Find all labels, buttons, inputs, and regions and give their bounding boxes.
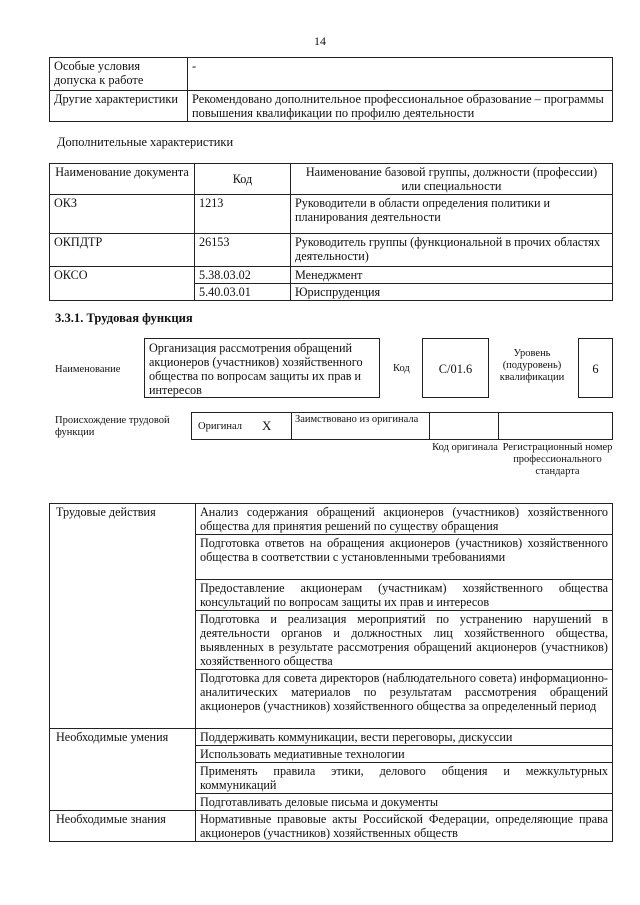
- header-name: Наименование базовой группы, должности (профессии) или специальности: [291, 164, 613, 195]
- cell-name: Юриспруденция: [291, 284, 613, 301]
- table-row: [50, 91, 613, 122]
- additional-table: [49, 163, 613, 301]
- table-row: [50, 729, 613, 746]
- knowledge-item: Нормативные правовые акты Российской Федерации, определяющие права акционеров (участников) хозяйственных обществ: [196, 811, 613, 842]
- cell-name: Руководитель группы (функциональной в прочих областях деятельности): [291, 234, 613, 267]
- action-item: Подготовка для совета директоров (наблюдательного совета) информационно-аналитических материалов по результатам рассмотрения обращений акционеров (участников) хозяйственного общества за определенный период: [196, 670, 613, 729]
- action-item: Предоставление акционерам (участникам) хозяйственного общества консультаций по вопросам защиты их прав и интересов: [196, 580, 613, 611]
- page-number: 14: [314, 34, 326, 48]
- table-row: [50, 234, 613, 267]
- table-header-row: [50, 164, 613, 195]
- cell-code: 5.38.03.02: [195, 267, 291, 284]
- function-heading: 3.3.1. Трудовая функция: [55, 311, 193, 325]
- code-label: Код: [393, 363, 410, 374]
- row-value: Рекомендовано дополнительное профессиональное образование – программы повышения квалификации по профилю деятельности: [188, 91, 613, 122]
- row-label: Другие характеристики: [50, 91, 188, 122]
- reg-number-box: [498, 412, 613, 440]
- original-box: [191, 412, 292, 440]
- skill-item: Поддерживать коммуникации, вести переговоры, дискуссии: [196, 729, 613, 746]
- cell-name: Менеджмент: [291, 267, 613, 284]
- origin-code-label: Код оригинала: [432, 442, 498, 453]
- table-row: [50, 195, 613, 234]
- cell-name: Руководители в области определения политики и планирования деятельности: [291, 195, 613, 234]
- skill-item: Использовать медиативные технологии: [196, 746, 613, 763]
- header-doc: Наименование документа: [50, 164, 195, 195]
- table-row: [50, 58, 613, 91]
- cell-code: 26153: [195, 234, 291, 267]
- origin-label: Происхождение трудовой функции: [55, 415, 170, 438]
- knowledge-label: Необходимые знания: [50, 811, 196, 842]
- cell-doc: ОКСО: [50, 267, 195, 301]
- header-code: Код: [195, 164, 291, 195]
- table-row: [50, 811, 613, 842]
- action-item: Подготовка и реализация мероприятий по устранению нарушений в деятельности органов и должностных лиц хозяйственного общества, выявленных в результате рассмотрения обращений акционеров (участников) хозяйственного общества: [196, 611, 613, 670]
- origin-code-box: [429, 412, 499, 440]
- cell-doc: ОКЗ: [50, 195, 195, 234]
- cell-code: 5.40.03.01: [195, 284, 291, 301]
- name-label: Наименование: [55, 364, 121, 375]
- level-value-box: 6: [578, 338, 613, 398]
- row-label: Особые условия допуска к работе: [50, 58, 188, 91]
- original-mark: X: [262, 418, 272, 433]
- row-value: -: [188, 58, 613, 91]
- table-row: [50, 504, 613, 535]
- level-label: Уровень (подуровень) квалификации: [499, 348, 565, 383]
- labor-details-table: [49, 503, 613, 842]
- action-item: Анализ содержания обращений акционеров (участников) хозяйственного общества для принятия решений по существу обращения: [196, 504, 613, 535]
- code-value-box: C/01.6: [422, 338, 489, 398]
- additional-title: Дополнительные характеристики: [57, 135, 234, 149]
- borrowed-box: Заимствовано из оригинала: [291, 412, 430, 440]
- cell-code: 1213: [195, 195, 291, 234]
- skills-label: Необходимые умения: [50, 729, 196, 811]
- function-name-box: Организация рассмотрения обращений акционеров (участников) хозяйственного общества по вопросам защиты их прав и интересов: [144, 338, 380, 398]
- reg-number-label: Регистрационный номер профессионального стандарта: [502, 442, 613, 477]
- action-item: Подготовка ответов на обращения акционеров (участников) хозяйственного общества в соответствии с установленными требованиями: [196, 535, 613, 580]
- skill-item: Подготавливать деловые письма и документы: [196, 794, 613, 811]
- original-label: Оригинал: [198, 421, 242, 432]
- special-conditions-table: [49, 57, 613, 122]
- table-row: [50, 267, 613, 284]
- skill-item: Применять правила этики, делового общения и межкультурных коммуникаций: [196, 763, 613, 794]
- actions-label: Трудовые действия: [50, 504, 196, 729]
- cell-doc: ОКПДТР: [50, 234, 195, 267]
